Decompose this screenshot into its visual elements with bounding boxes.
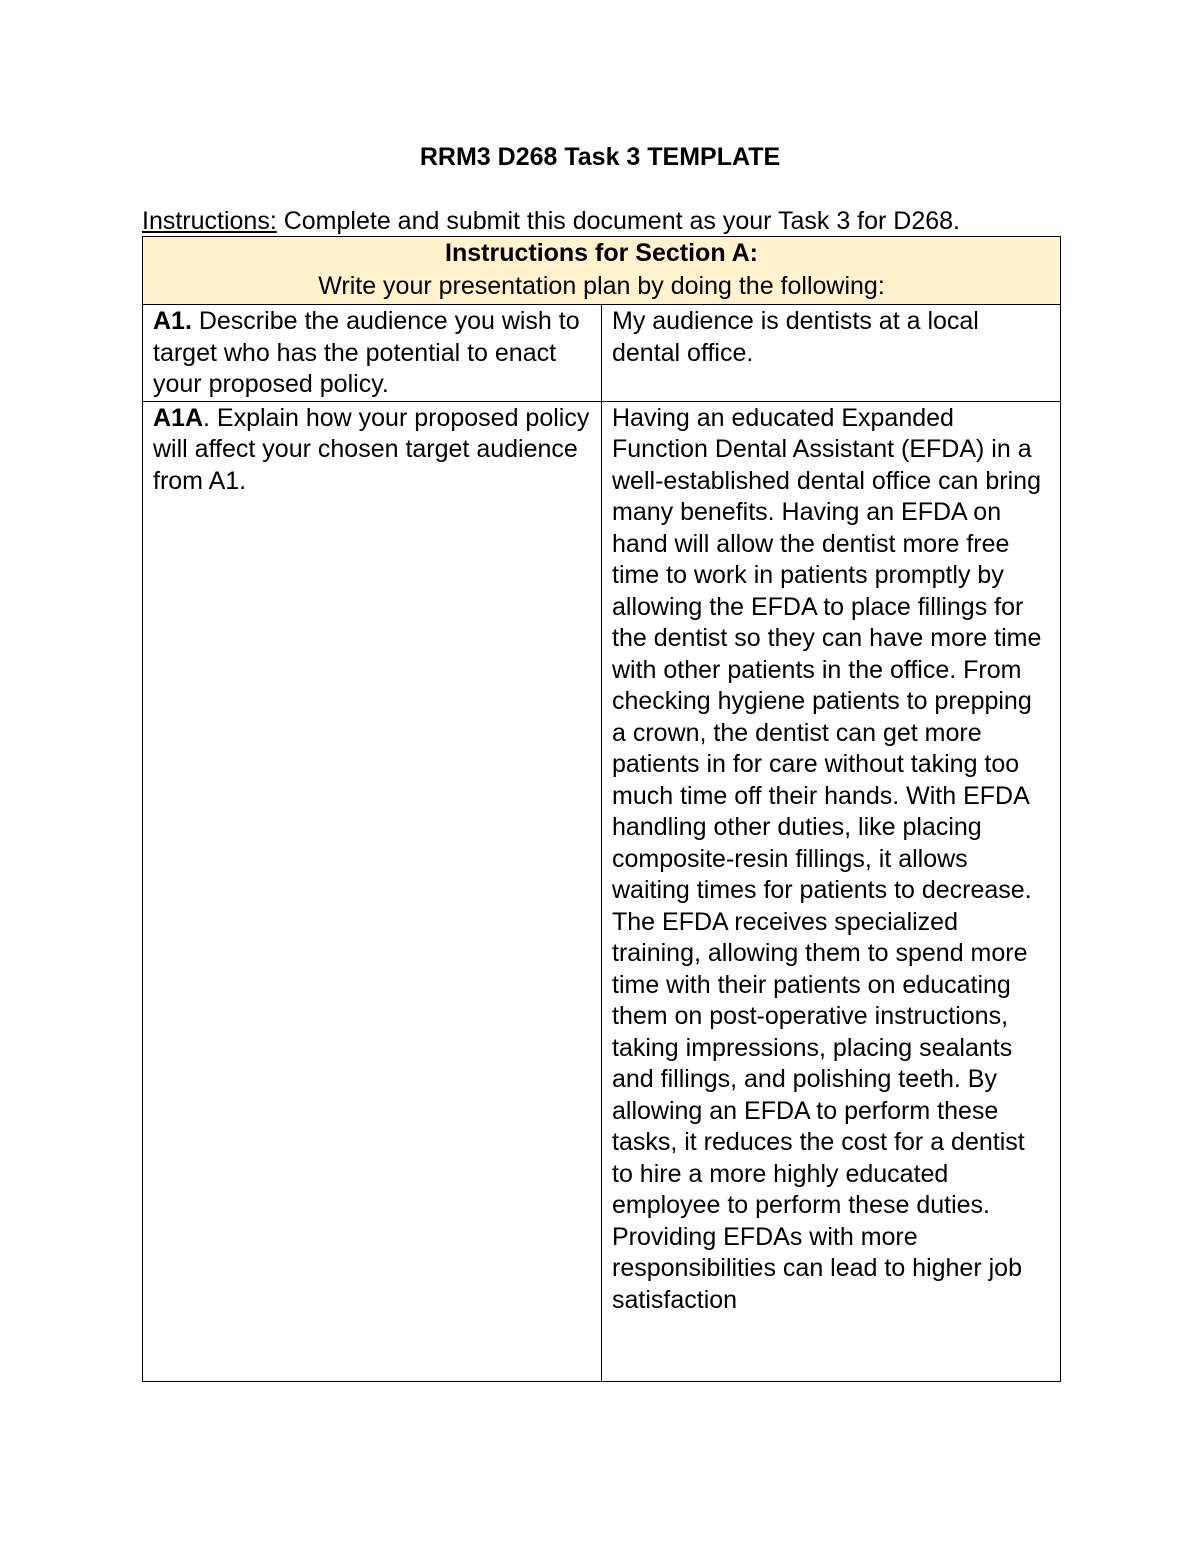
response-text-a1a: Having an educated Expanded Function Dental Assistant (EFDA) in a well-established dental office can bring many benefits. Having an EFDA on hand will allow the dentist more free time to work in patients promptly by allowing the EFDA to place fillings for the dentist so they can have more time with other patients in the office. From checking hygiene patients to prepping a crown, the dentist can get more patients in for care without taking too much time off their hands. With EFDA handling other duties, like placing composite-resin fillings, it allows waiting times for patients to decrease. The EFDA receives specialized training, allowing them to spend more time with their patients on educating them on post-operative instructions, taking impressions, placing sealants and fillings, and polishing teeth. By allowing an EFDA to perform these tasks, it reduces the cost for a dentist to hire a more highly educated employee to perform these duties. Providing EFDAs with more responsibilities can lead to higher job satisfaction [612, 403, 1042, 1314]
response-cell-a1a [602, 401, 1061, 1381]
prompt-cell-a1 [143, 305, 602, 402]
page-title: RRM3 D268 Task 3 TEMPLATE [419, 143, 781, 171]
section-a-header-row [143, 237, 1061, 305]
section-a-table [142, 236, 1061, 1382]
section-a-header [143, 237, 1061, 305]
prompt-cell-a1a [143, 401, 602, 1381]
instructions-text: Complete and submit this document as your Task 3 for D268. [276, 207, 960, 235]
prompt-text-a1a: . Explain how your proposed policy will affect your chosen target audience from A1. [153, 403, 590, 495]
response-text-a1: My audience is dentists at a local dental office. [612, 307, 979, 367]
instructions-line [142, 206, 1062, 236]
instructions-label: Instructions: [142, 207, 277, 235]
table-row-a1 [143, 305, 1061, 402]
prompt-lead-a1: A1. [153, 307, 192, 335]
prompt-lead-a1a: A1A [153, 403, 204, 432]
table-row-a1a [143, 401, 1061, 1381]
section-a-header-subtitle: Write your presentation plan by doing the following: [318, 272, 885, 300]
response-cell-a1 [602, 305, 1061, 402]
prompt-text-a1: Describe the audience you wish to target who has the potential to enact your proposed policy. [153, 307, 580, 398]
section-a-header-title: Instructions for Section A: [445, 239, 758, 267]
